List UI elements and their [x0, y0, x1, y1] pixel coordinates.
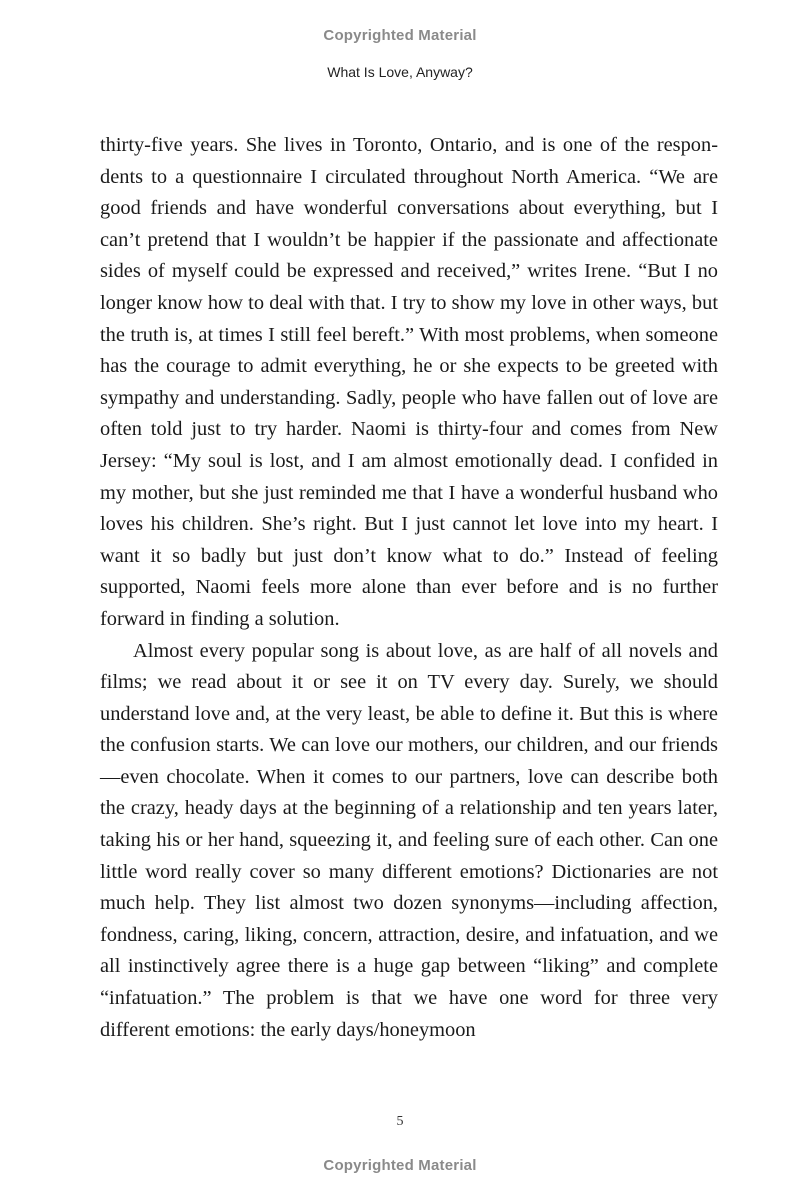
running-head: What Is Love, Anyway?	[327, 64, 473, 80]
page-number: 5	[396, 1114, 404, 1129]
copyright-watermark-bottom: Copyrighted Material	[323, 1157, 477, 1174]
body-text	[100, 130, 718, 1046]
paragraph: thirty-five years. She lives in Toronto, Ontario, and is one of the respondents to a questionnaire I circulated throughout North America. “We are good friends and have wonderful conversations about everything, but I can’t pretend that I wouldn’t be happier if the passionate and affectionate sides of myself could be expressed and received,” writes Irene. “But I no longer know how to deal with that. I try to show my love in other ways, but the truth is, at times I still feel bereft.” With most problems, when someone has the courage to admit everything, he or she expects to be greeted with sympathy and understanding. Sadly, people who have fallen out of love are often told just to try harder. Naomi is thirty-four and comes from New Jersey: “My soul is lost, and I am almost emotionally dead. I confided in my mother, but she just reminded me that I have a wonderful husband who loves his children. She’s right. But I just cannot let love into my heart. I want it so badly but just don’t know what to do.” Instead of feeling supported, Naomi feels more alone than ever before and is no further forward in finding a solution.	[100, 134, 718, 630]
copyright-watermark-top: Copyrighted Material	[323, 27, 477, 44]
paragraph: Almost every popular song is about love, as are half of all novels and films; we read about it or see it on TV every day. Surely, we should understand love and, at the very least, be able to define it. But this is where the confusion starts. We can love our mothers, our children, and our friends—even chocolate. When it comes to our partners, love can describe both the crazy, heady days at the beginning of a relationship and ten years later, taking his or her hand, squeezing it, and feeling sure of each other. Can one little word really cover so many different emotions? Dictionaries are not much help. They list almost two dozen synonyms—including affection, fondness, caring, liking, concern, attraction, desire, and infatuation, and we all instinctively agree there is a huge gap between “liking” and complete “infatuation.” The problem is that we have one word for three very different emotions: the early days/honeymoon	[100, 639, 718, 1041]
